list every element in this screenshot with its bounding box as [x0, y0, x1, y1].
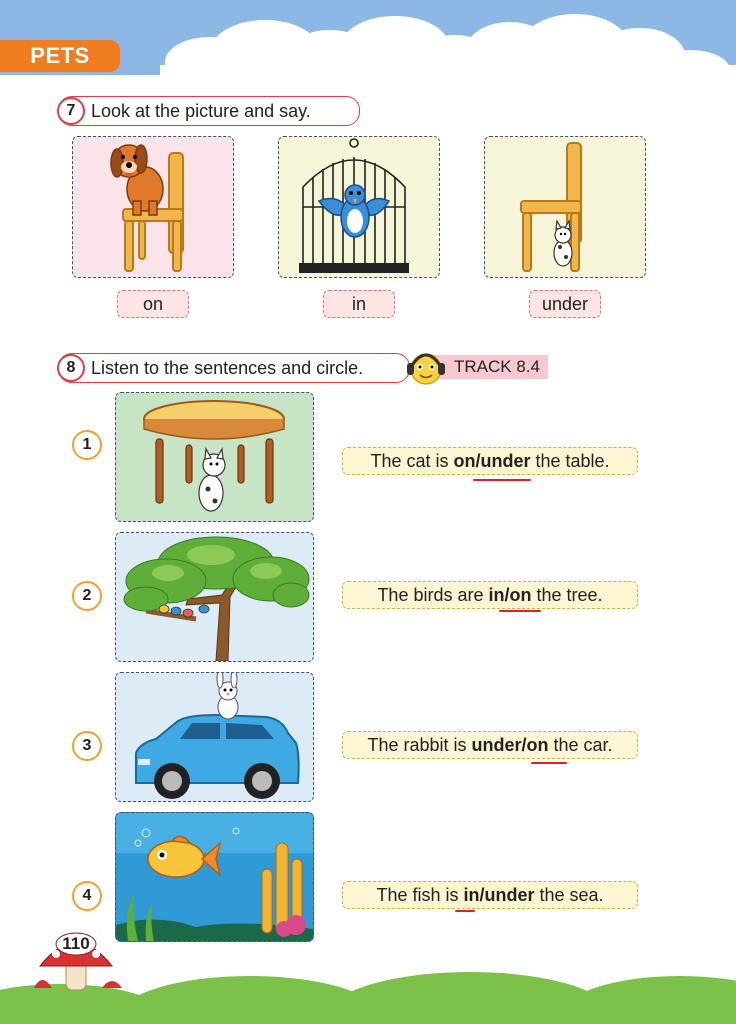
sentence-3: [342, 731, 638, 759]
item-1-number: 1: [72, 430, 102, 460]
answer-underline-1: [473, 479, 531, 481]
sentence-1-start: The cat is: [370, 451, 454, 471]
sentence-4-end: the sea.: [534, 885, 604, 905]
cat-under-chair-illustration: [485, 137, 645, 277]
picture-birds-in-tree: [115, 532, 314, 662]
sentence-4-start: The fish is: [376, 885, 464, 905]
sentence-2: [342, 581, 638, 609]
sentence-4: [342, 881, 638, 909]
word-label-under: under: [529, 290, 601, 318]
picture-bird-in-cage: [278, 136, 440, 278]
exercise-7-number: 7: [57, 97, 85, 125]
picture-cat-under-chair: [484, 136, 646, 278]
sentence-3-end: the car.: [548, 735, 613, 755]
rabbit-on-car-illustration: [116, 673, 313, 801]
exercise-8-heading: [58, 353, 410, 383]
bird-in-cage-illustration: [279, 137, 439, 277]
exercise-7-heading: [58, 96, 360, 126]
answer-underline-2: [499, 610, 541, 612]
birds-in-tree-illustration: [116, 533, 313, 661]
item-4-number: 4: [72, 881, 102, 911]
item-2-number: 2: [72, 581, 102, 611]
sentence-1: [342, 447, 638, 475]
sentence-1-choice[interactable]: on/under: [453, 451, 531, 471]
picture-fish-in-sea: [115, 812, 314, 942]
dog-on-chair-illustration: [73, 137, 233, 277]
picture-cat-under-table: [115, 392, 314, 522]
sentence-2-start: The birds are: [377, 585, 489, 605]
headphones-icon[interactable]: [405, 345, 447, 387]
sentence-3-start: The rabbit is: [367, 735, 472, 755]
exercise-8-number: 8: [57, 354, 85, 382]
answer-underline-3: [531, 762, 567, 764]
word-label-in: in: [323, 290, 395, 318]
sentence-2-end: the tree.: [531, 585, 603, 605]
track-label: TRACK 8.4: [420, 355, 548, 379]
sentence-2-choice[interactable]: in/on: [488, 585, 532, 605]
answer-underline-4: [455, 910, 475, 912]
exercise-8-instruction: Listen to the sentences and circle.: [91, 357, 364, 378]
exercise-7-instruction: Look at the picture and say.: [91, 100, 311, 121]
sentence-4-choice[interactable]: in/under: [463, 885, 535, 905]
word-label-on: on: [117, 290, 189, 318]
unit-title-tab: PETS: [0, 40, 120, 72]
picture-dog-on-chair: [72, 136, 234, 278]
sentence-3-choice[interactable]: under/on: [471, 735, 549, 755]
fish-in-sea-illustration: [116, 813, 313, 941]
page-number: 110: [62, 934, 90, 953]
cat-under-table-illustration: [116, 393, 313, 521]
item-3-number: 3: [72, 731, 102, 761]
sentence-1-end: the table.: [530, 451, 610, 471]
picture-rabbit-on-car: [115, 672, 314, 802]
